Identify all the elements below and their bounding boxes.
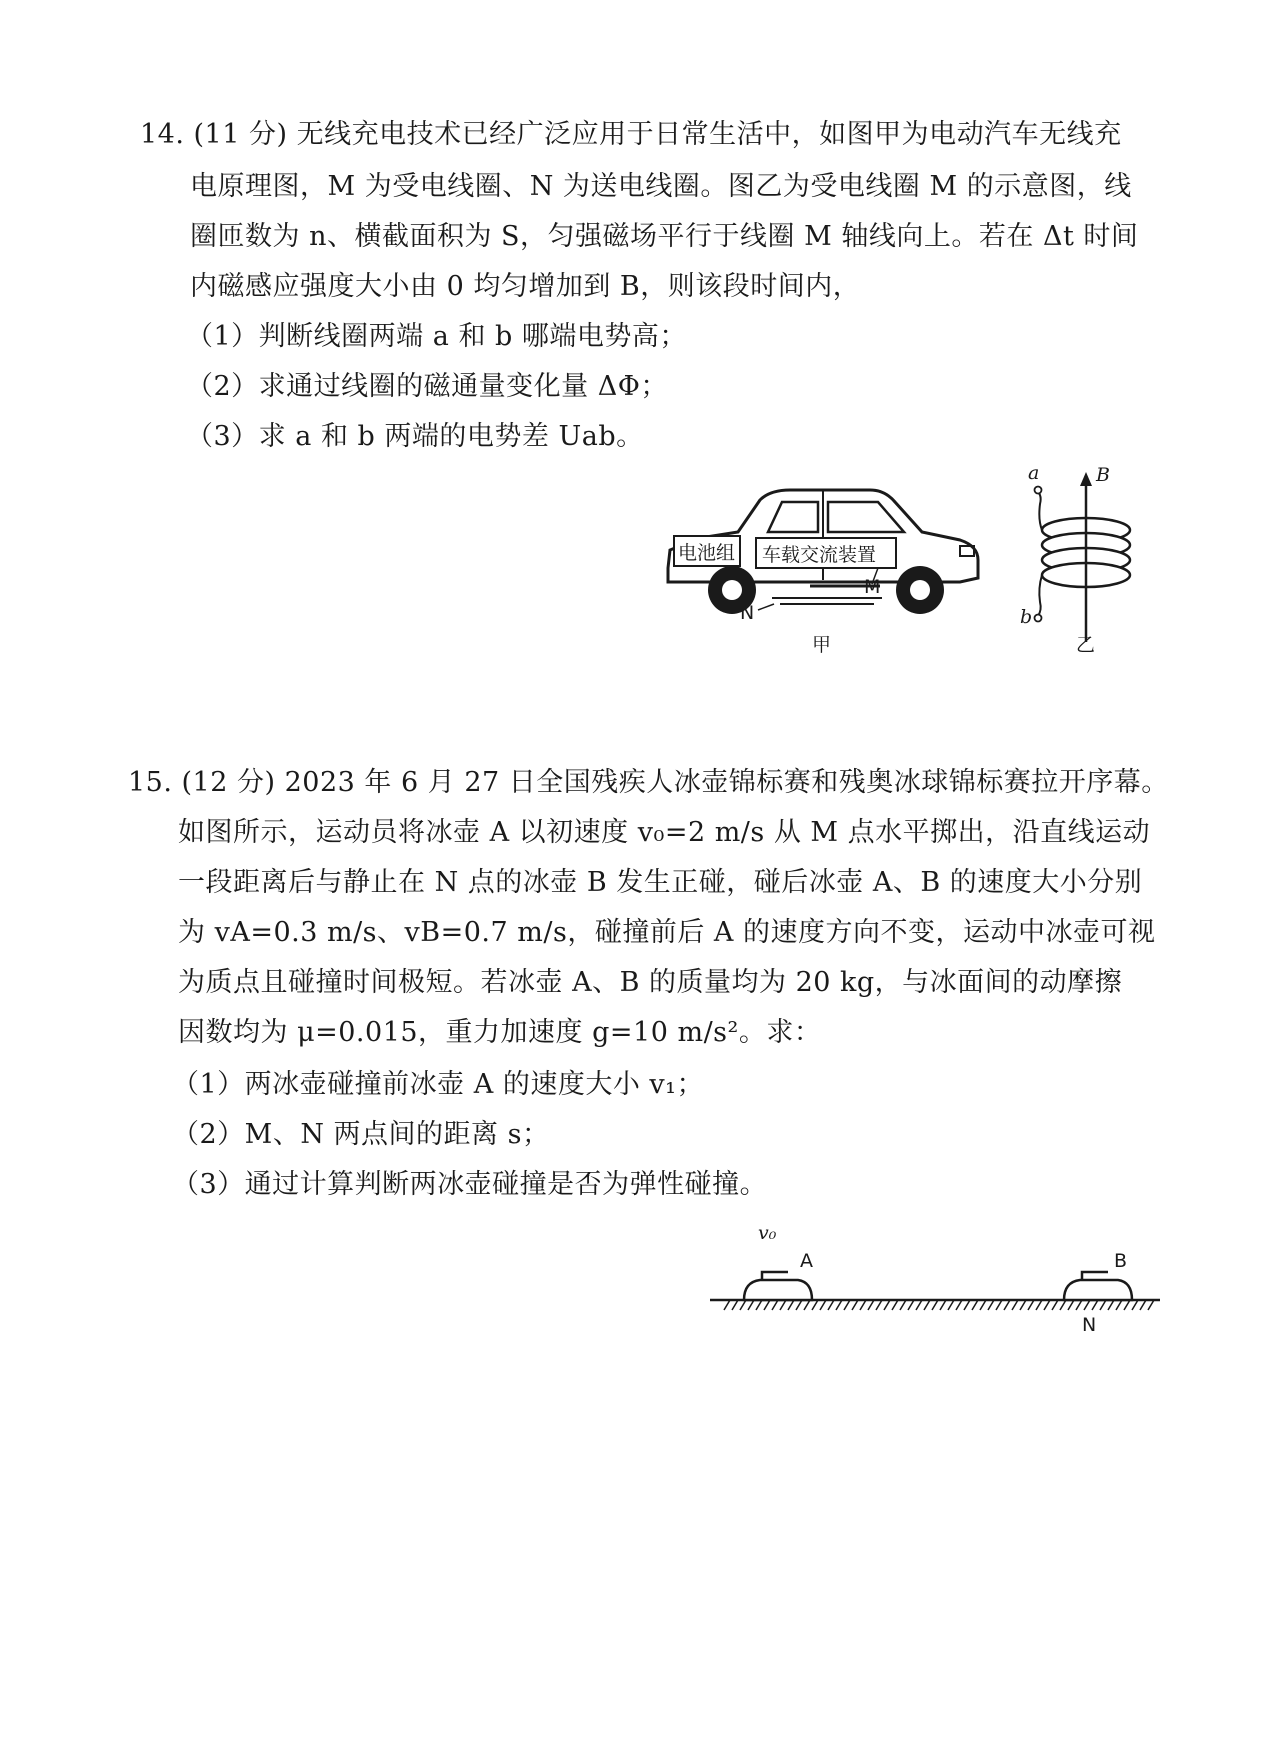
ice-hatch-mark xyxy=(1020,1300,1026,1310)
battery-label: 电池组 xyxy=(678,542,736,564)
ice-hatch-mark xyxy=(988,1300,994,1310)
ice-hatch-mark xyxy=(764,1300,770,1310)
ice-hatch-mark xyxy=(1068,1300,1074,1310)
ice-hatch-mark xyxy=(884,1300,890,1310)
ice-hatch-mark xyxy=(1132,1300,1138,1310)
coil-figure xyxy=(1020,462,1160,660)
ice-hatch-mark xyxy=(972,1300,978,1310)
q14-subquestion-3: （3）求 a 和 b 两端的电势差 Uab。 xyxy=(186,421,644,452)
terminal-a-label: a xyxy=(1028,462,1040,484)
coil-m-label: M xyxy=(864,576,881,598)
ice-hatch-mark xyxy=(932,1300,938,1310)
q15-line-5: 为质点且碰撞时间极短。若冰壶 A、B 的质量均为 20 kg，与冰面间的动摩擦 xyxy=(178,967,1123,998)
curling-figure xyxy=(700,1220,1170,1340)
ice-hatch-mark xyxy=(772,1300,778,1310)
stone-a-label: A xyxy=(800,1250,813,1272)
velocity-v0-label: v₀ xyxy=(758,1222,777,1244)
ice-hatch-mark xyxy=(1148,1300,1154,1310)
ice-hatch-mark xyxy=(820,1300,826,1310)
ice-hatch-mark xyxy=(1004,1300,1010,1310)
ice-hatch-mark xyxy=(1044,1300,1050,1310)
ice-hatch-mark xyxy=(924,1300,930,1310)
ice-hatch-mark xyxy=(780,1300,786,1310)
stone-b-label: B xyxy=(1114,1250,1128,1272)
ice-hatch-mark xyxy=(940,1300,946,1310)
ice-hatch-mark xyxy=(964,1300,970,1310)
q15-subquestion-1: （1）两冰壶碰撞前冰壶 A 的速度大小 v₁； xyxy=(172,1069,705,1100)
ice-hatch-mark xyxy=(916,1300,922,1310)
q14-line-1: 14. (11 分) 无线充电技术已经广泛应用于日常生活中，如图甲为电动汽车无线充 xyxy=(140,119,1122,150)
ice-hatch-mark xyxy=(860,1300,866,1310)
ice-hatch-mark xyxy=(844,1300,850,1310)
ice-hatch-mark xyxy=(796,1300,802,1310)
ice-hatch-mark xyxy=(892,1300,898,1310)
q15-subquestion-3: （3）通过计算判断两冰壶碰撞是否为弹性碰撞。 xyxy=(172,1169,768,1200)
q15-line-1: 15. (12 分) 2023 年 6 月 27 日全国残疾人冰壶锦标赛和残奥冰球锦标赛拉开序幕。 xyxy=(128,767,1169,798)
point-n-label: N xyxy=(1082,1314,1097,1336)
q14-line-2: 电原理图，M 为受电线圈、N 为送电线圈。图乙为受电线圈 M 的示意图，线 xyxy=(190,171,1132,202)
ice-hatch-mark xyxy=(756,1300,762,1310)
terminal-b-label: b xyxy=(1020,606,1033,628)
ice-hatch-mark xyxy=(956,1300,962,1310)
ice-hatch-mark xyxy=(1060,1300,1066,1310)
q15-line-6: 因数均为 μ=0.015，重力加速度 g=10 m/s²。求： xyxy=(178,1017,822,1048)
figure-car-caption: 甲 xyxy=(812,634,832,656)
q14-line-4: 内磁感应强度大小由 0 均匀增加到 B，则该段时间内， xyxy=(190,271,861,302)
ice-hatch-mark xyxy=(1100,1300,1106,1310)
ice-hatch-mark xyxy=(828,1300,834,1310)
ice-hatch-mark xyxy=(804,1300,810,1310)
car-figure xyxy=(660,480,990,660)
q15-line-2: 如图所示，运动员将冰壶 A 以初速度 v₀=2 m/s 从 M 点水平掷出，沿直线运动 xyxy=(178,817,1151,848)
coil-n-label: N xyxy=(740,602,755,624)
figure-coil-caption: 乙 xyxy=(1076,634,1096,656)
ice-hatch-mark xyxy=(1124,1300,1130,1310)
ice-hatch-mark xyxy=(868,1300,874,1310)
ice-hatch-mark xyxy=(1140,1300,1146,1310)
q14-subquestion-1: （1）判断线圈两端 a 和 b 哪端电势高； xyxy=(186,321,687,352)
field-b-label: B xyxy=(1096,464,1110,486)
ice-hatch-mark xyxy=(724,1300,730,1310)
ice-hatch-mark xyxy=(836,1300,842,1310)
ice-hatch-mark xyxy=(996,1300,1002,1310)
ice-hatch-mark xyxy=(900,1300,906,1310)
ice-hatch-mark xyxy=(1052,1300,1058,1310)
ice-hatch-mark xyxy=(876,1300,882,1310)
q15-line-3: 一段距离后与静止在 N 点的冰壶 B 发生正碰，碰后冰壶 A、B 的速度大小分别 xyxy=(178,867,1143,898)
ice-hatch-mark xyxy=(1012,1300,1018,1310)
q14-line-3: 圈匝数为 n、横截面积为 S，匀强磁场平行于线圈 M 轴线向上。若在 Δt 时间 xyxy=(190,221,1139,252)
ice-hatch-mark xyxy=(908,1300,914,1310)
ice-hatch-mark xyxy=(748,1300,754,1310)
ice-hatch-mark xyxy=(852,1300,858,1310)
ice-hatch-mark xyxy=(1036,1300,1042,1310)
ice-hatch-mark xyxy=(740,1300,746,1310)
ice-hatch-mark xyxy=(980,1300,986,1310)
ice-hatch-mark xyxy=(1108,1300,1114,1310)
ice-hatch-mark xyxy=(1076,1300,1082,1310)
q15-line-4: 为 vA=0.3 m/s、vB=0.7 m/s，碰撞前后 A 的速度方向不变，运动中冰壶可视 xyxy=(178,917,1156,948)
ice-hatch-mark xyxy=(1092,1300,1098,1310)
ice-hatch-mark xyxy=(1028,1300,1034,1310)
ice-hatch-mark xyxy=(948,1300,954,1310)
ice-hatch-mark xyxy=(788,1300,794,1310)
device-label: 车载交流装置 xyxy=(762,544,877,566)
ice-hatch-mark xyxy=(1084,1300,1090,1310)
ice-hatch-mark xyxy=(1116,1300,1122,1310)
q15-subquestion-2: （2）M、N 两点间的距离 s； xyxy=(172,1119,550,1150)
q14-subquestion-2: （2）求通过线圈的磁通量变化量 ΔΦ； xyxy=(186,371,668,402)
ice-hatch-mark xyxy=(732,1300,738,1310)
ice-hatch-mark xyxy=(812,1300,818,1310)
